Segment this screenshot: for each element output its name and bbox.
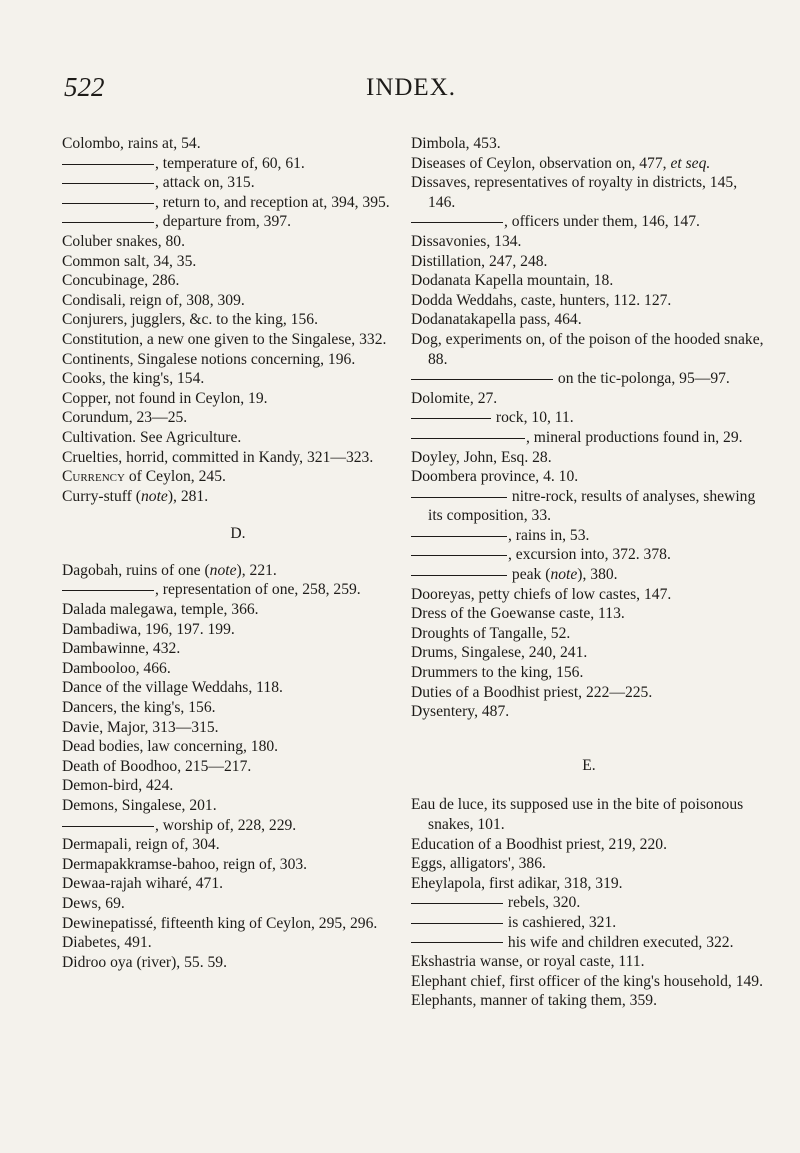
index-entry: [62, 232, 414, 252]
entry-text: Dissavonies, 134.: [411, 232, 522, 250]
index-entry: [411, 369, 767, 389]
index-entry: [62, 310, 414, 330]
index-entry: [411, 252, 767, 272]
entry-text: nitre-rock, results of analyses, shewing its composition, 33.: [428, 487, 756, 525]
entry-text: , attack on, 315.: [155, 174, 255, 192]
index-entry: [62, 816, 414, 836]
entry-text: Condisali, reign of, 308, 309.: [62, 291, 245, 309]
index-entry: [411, 702, 767, 722]
index-entry: [62, 212, 414, 232]
ditto-dash: [62, 826, 154, 827]
entry-head: Currency: [62, 468, 125, 486]
entry-text: Dancers, the king's, 156.: [62, 699, 216, 717]
index-entry: [62, 639, 414, 659]
index-entry: [411, 972, 767, 992]
index-entry: [62, 914, 414, 934]
index-entry: [62, 698, 414, 718]
entry-text: Dews, 69.: [62, 894, 125, 912]
index-entry: [62, 894, 414, 914]
entry-text: Doyley, John, Esq. 28.: [411, 448, 552, 466]
index-entry: [62, 448, 414, 468]
index-entry: [411, 624, 767, 644]
ditto-dash: [411, 555, 507, 556]
entry-text: , worship of, 228, 229.: [155, 816, 297, 834]
index-entry: [62, 580, 414, 600]
entry-text: Dead bodies, law concerning, 180.: [62, 738, 279, 756]
index-entry: [411, 565, 767, 585]
index-entry: [62, 428, 414, 448]
entry-text: ), 221.: [236, 561, 277, 579]
index-entry: [62, 193, 414, 213]
entry-text: , officers under them, 146, 147.: [504, 213, 700, 231]
entry-text: Demons, Singalese, 201.: [62, 797, 217, 814]
entry-head: peak (: [508, 566, 551, 584]
entry-text: Droughts of Tangalle, 52.: [411, 624, 571, 642]
entry-text: Drums, Singalese, 240, 241.: [411, 644, 588, 662]
entry-text: Demon-bird, 424.: [62, 777, 174, 795]
ditto-dash: [411, 923, 503, 924]
index-entry: [411, 952, 767, 972]
ditto-dash: [411, 903, 503, 904]
index-entry: [62, 855, 414, 875]
entry-text: Eau de luce, its supposed use in the bite of poisonous snakes, 101.: [411, 796, 744, 833]
index-entry: [62, 678, 414, 698]
entry-text: Common salt, 34, 35.: [62, 252, 197, 270]
ditto-dash: [411, 438, 525, 439]
section-letter: E.: [582, 756, 596, 774]
ditto-dash: [62, 183, 154, 184]
index-entry: [62, 291, 414, 311]
index-entry: [411, 835, 767, 855]
entry-text: Eheylapola, first adikar, 318, 319.: [411, 874, 623, 892]
index-column-right: [411, 134, 767, 1011]
entry-text: is cashiered, 321.: [504, 913, 617, 931]
entry-text: Coluber snakes, 80.: [62, 232, 185, 250]
entry-text: Continents, Singalese notions concerning, 196.: [62, 350, 356, 368]
ditto-dash: [411, 942, 503, 943]
index-entry: [62, 271, 414, 291]
index-entry: [411, 310, 767, 330]
ditto-dash: [62, 590, 154, 591]
entry-text: Dermapali, reign of, 304.: [62, 836, 220, 854]
ditto-dash: [411, 379, 553, 380]
ditto-dash: [411, 418, 491, 419]
entry-text: Dress of the Goewanse caste, 113.: [411, 605, 625, 623]
entry-text: Dance of the village Weddahs, 118.: [62, 679, 283, 697]
index-entry: [62, 134, 414, 154]
page-number: 522: [64, 72, 105, 102]
index-entry: [411, 795, 767, 834]
entry-text: Elephants, manner of taking them, 359.: [411, 992, 657, 1010]
entry-text: , return to, and reception at, 394, 395.: [155, 193, 390, 211]
entry-head: Diseases of Ceylon: [411, 154, 532, 172]
index-entry: [411, 212, 767, 232]
entry-text: , temperature of, 60, 61.: [155, 154, 305, 172]
ditto-dash: [62, 203, 154, 204]
index-entry: [62, 369, 414, 389]
entry-head: Curry-stuff (: [62, 487, 141, 505]
entry-text: Dambooloo, 466.: [62, 659, 171, 677]
italic-note: note: [550, 566, 578, 584]
entry-text: Colombo, rains at, 54.: [62, 135, 201, 152]
index-entry: [411, 408, 767, 428]
entry-text: rock, 10, 11.: [492, 409, 574, 427]
entry-text: Dooreyas, petty chiefs of low castes, 147.: [411, 585, 672, 603]
index-entry: [62, 620, 414, 640]
index-entry: [411, 854, 767, 874]
entry-text: Cultivation. See Agriculture.: [62, 428, 242, 446]
index-entry: [411, 991, 767, 1011]
italic-note: note: [140, 487, 168, 505]
entry-text: Duties of a Boodhist priest, 222—225.: [411, 683, 653, 701]
entry-text: Dodanata Kapella mountain, 18.: [411, 272, 614, 290]
index-entry: [411, 271, 767, 291]
ditto-dash: [62, 164, 154, 165]
entry-text: Dissaves, representatives of royalty in districts, 145, 146.: [411, 174, 738, 211]
entry-text: Drummers to the king, 156.: [411, 664, 584, 682]
ditto-dash: [411, 497, 507, 498]
entry-text: Ekshastria wanse, or royal caste, 111.: [411, 953, 645, 971]
italic-note: note: [209, 561, 237, 579]
index-entry: [411, 173, 767, 212]
index-entry: [62, 561, 414, 581]
entry-text: Dambadiwa, 196, 197. 199.: [62, 620, 235, 638]
index-entry: [62, 330, 414, 350]
entry-text: Dermapakkramse-bahoo, reign of, 303.: [62, 855, 308, 873]
index-entry: [62, 408, 414, 428]
index-entry: [411, 330, 767, 369]
entry-text: Doombera province, 4. 10.: [411, 468, 579, 486]
index-entry: [411, 913, 767, 933]
italic-note: et seq.: [670, 154, 711, 172]
ditto-dash: [411, 575, 507, 576]
entry-text: Cruelties, horrid, committed in Kandy, 321—323.: [62, 448, 374, 466]
index-entry: [62, 757, 414, 777]
index-entry: [411, 545, 767, 565]
entry-text: ), 281.: [167, 487, 209, 505]
index-entry: [62, 659, 414, 679]
entry-head: Dagobah, ruins of one (: [62, 561, 210, 579]
entry-text: , mineral productions found in, 29.: [526, 428, 743, 446]
entry-text: rebels, 320.: [504, 894, 581, 912]
entry-text: Dolomite, 27.: [411, 389, 498, 407]
entry-text: Dodda Weddahs, caste, hunters, 112. 127.: [411, 291, 672, 309]
index-entry: [411, 585, 767, 605]
ditto-dash: [411, 222, 503, 223]
entry-text: of Ceylon, 245.: [128, 468, 226, 486]
entry-text: Concubinage, 286.: [62, 272, 180, 290]
entry-text: Copper, not found in Ceylon, 19.: [62, 389, 268, 407]
index-entry: [411, 232, 767, 252]
index-entry: [62, 252, 414, 272]
entry-text: Diabetes, 491.: [62, 934, 152, 952]
entry-text: Conjurers, jugglers, &c. to the king, 156.: [62, 311, 318, 329]
index-entry: [62, 737, 414, 757]
entry-text: , observation on, 477,: [531, 154, 671, 172]
entry-text: Death of Boodhoo, 215—217.: [62, 757, 252, 775]
entry-text: his wife and children executed, 322.: [504, 933, 734, 951]
index-entry: [411, 526, 767, 546]
entry-text: , representation of one, 258, 259.: [155, 581, 361, 599]
index-entry: [411, 874, 767, 894]
index-entry: [411, 389, 767, 409]
entry-text: ), 380.: [577, 566, 618, 584]
page-title: INDEX.: [366, 74, 457, 101]
entry-text: Cooks, the king's, 154.: [62, 370, 205, 388]
section-letter: D.: [230, 525, 246, 543]
entry-text: , departure from, 397.: [155, 213, 291, 231]
entry-text: Didroo oya (river), 55. 59.: [62, 953, 227, 971]
ditto-dash: [411, 536, 507, 537]
index-entry: [411, 291, 767, 311]
index-entry: [62, 467, 414, 487]
index-entry: [62, 154, 414, 174]
entry-text: Dimbola, 453.: [411, 135, 501, 152]
index-entry: [411, 154, 767, 174]
entry-text: Dog, experiments on, of the poison of the hooded snake, 88.: [411, 330, 764, 368]
ditto-dash: [62, 222, 154, 223]
index-entry: [62, 796, 414, 816]
index-entry: [62, 953, 414, 973]
entry-text: Dewaa-rajah wiharé, 471.: [62, 875, 224, 893]
entry-text: on the tic-polonga, 95—97.: [554, 370, 730, 388]
index-entry: [62, 933, 414, 953]
index-column-left: [62, 134, 414, 972]
index-entry: [62, 776, 414, 796]
index-entry: [411, 487, 767, 526]
index-entry: [411, 663, 767, 683]
entry-text: , rains in, 53.: [508, 526, 590, 544]
index-entry: [62, 874, 414, 894]
index-entry: [62, 173, 414, 193]
index-entry: [62, 718, 414, 738]
index-entry: [411, 683, 767, 703]
entry-text: Elephant chief, first officer of the king's household, 149.: [411, 972, 763, 990]
entry-text: Dodanatakapella pass, 464.: [411, 311, 582, 329]
index-entry: [411, 893, 767, 913]
entry-text: Corundum, 23—25.: [62, 409, 188, 427]
entry-text: , excursion into, 372. 378.: [508, 546, 671, 564]
index-entry: [62, 487, 414, 507]
index-entry: [62, 350, 414, 370]
entry-text: Education of a Boodhist priest, 219, 220.: [411, 835, 667, 853]
index-entry: [62, 835, 414, 855]
index-entry: [411, 933, 767, 953]
index-entry: [411, 448, 767, 468]
entry-text: Eggs, alligators', 386.: [411, 855, 546, 873]
index-entry: [411, 604, 767, 624]
index-entry: [411, 467, 767, 487]
index-entry: [62, 600, 414, 620]
index-entry: [411, 134, 767, 154]
index-entry: [62, 389, 414, 409]
entry-text: Davie, Major, 313—315.: [62, 718, 219, 736]
entry-text: Constitution, a new one given to the Singalese, 332.: [62, 330, 387, 348]
index-entry: [411, 643, 767, 663]
page-header: [0, 72, 800, 112]
entry-text: Dysentery, 487.: [411, 703, 510, 721]
entry-text: Dalada malegawa, temple, 366.: [62, 601, 259, 619]
entry-text: Dewinepatissé, fifteenth king of Ceylon, 295, 296.: [62, 914, 378, 932]
index-entry: [411, 428, 767, 448]
entry-text: Dambawinne, 432.: [62, 640, 181, 658]
entry-text: Distillation, 247, 248.: [411, 252, 548, 270]
